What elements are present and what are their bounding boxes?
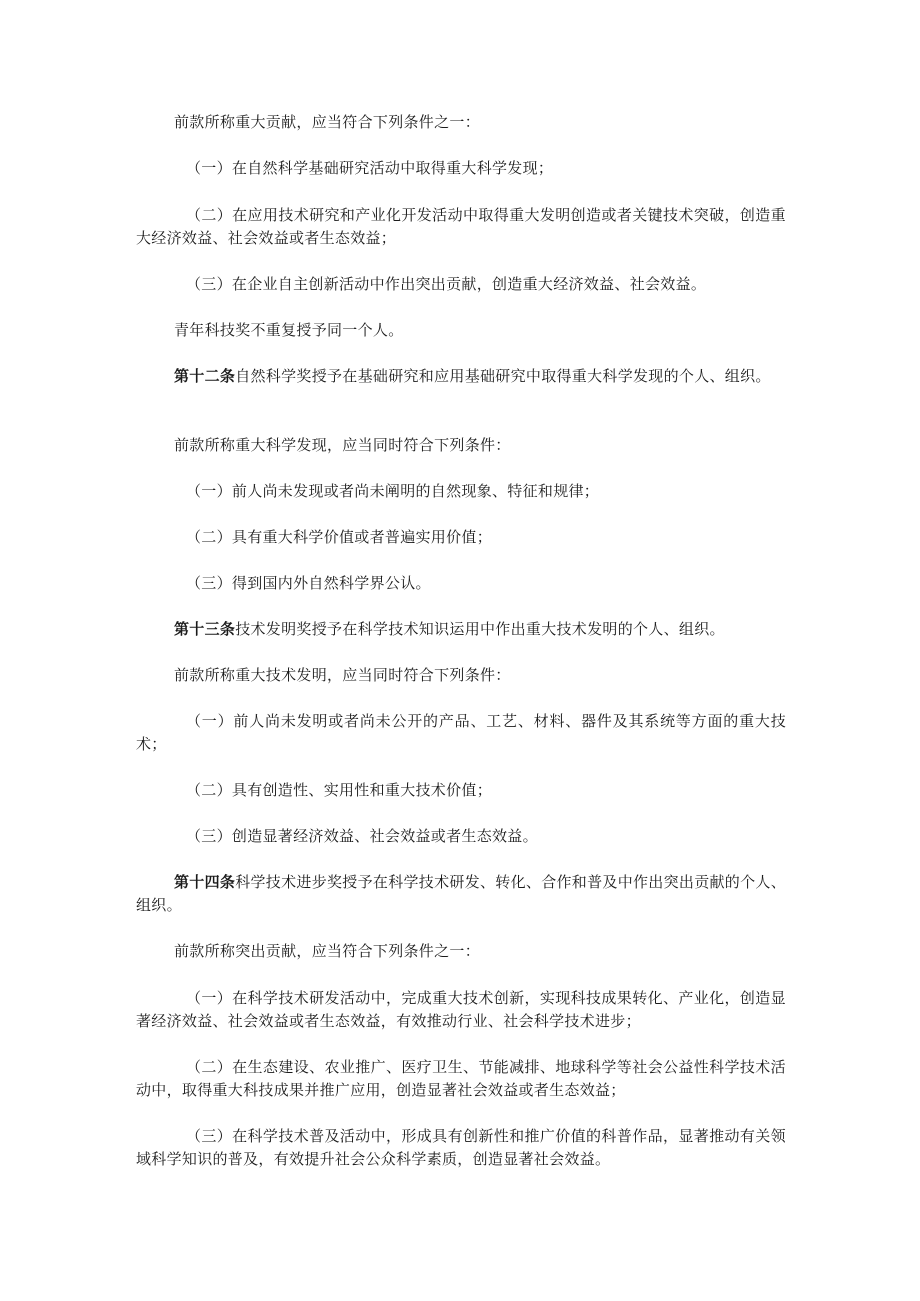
paragraph: 青年科技奖不重复授予同一个人。 — [174, 321, 404, 339]
paragraph: （三）在企业自主创新活动中作出突出贡献，创造重大经济效益、社会效益。 — [186, 275, 707, 293]
paragraph: （三）在科学技术普及活动中，形成具有创新性和推广价值的科普作品，显著推动有关领域科学知识的普及，有效提升社会公众科学素质，创造显著社会效益。 — [136, 1127, 786, 1168]
article-label: 第十四条 — [174, 873, 236, 891]
paragraph: 前款所称重大科学发现，应当同时符合下列条件： — [174, 436, 511, 454]
paragraph: （一）在自然科学基础研究活动中取得重大科学发现； — [186, 159, 554, 177]
paragraph: （二）在应用技术研究和产业化开发活动中取得重大发明创造或者关键技术突破，创造重大经济效益、社会效益或者生态效益； — [136, 206, 786, 247]
paragraph: （二）具有创造性、实用性和重大技术价值； — [186, 781, 493, 799]
paragraph: （一）在科学技术研发活动中，完成重大技术创新，实现科技成果转化、产业化，创造显著经济效益、社会效益或者生态效益，有效推动行业、社会科学技术进步； — [136, 989, 786, 1030]
paragraph: 前款所称重大贡献，应当符合下列条件之一： — [174, 113, 481, 131]
article-paragraph: 第十四条科学技术进步奖授予在科学技术研发、转化、合作和普及中作出突出贡献的个人、组织。 — [136, 873, 787, 914]
article-paragraph: 第十三条技术发明奖授予在科学技术知识运用中作出重大技术发明的个人、组织。 — [174, 620, 725, 638]
paragraph: （三）得到国内外自然科学界公认。 — [186, 574, 431, 592]
paragraph: （一）前人尚未发明或者尚未公开的产品、工艺、材料、器件及其系统等方面的重大技术； — [136, 712, 786, 753]
paragraph: 前款所称突出贡献，应当符合下列条件之一： — [174, 942, 481, 960]
paragraph: （二）在生态建设、农业推广、医疗卫生、节能减排、地球科学等社会公益性科学技术活动中，取得重大科技成果并推广应用，创造显著社会效益或者生态效益； — [136, 1058, 786, 1099]
paragraph: （一）前人尚未发现或者尚未阐明的自然现象、特征和规律； — [186, 482, 600, 500]
article-label: 第十三条 — [174, 620, 236, 638]
paragraph: （三）创造显著经济效益、社会效益或者生态效益。 — [186, 827, 538, 845]
article-label: 第十二条 — [174, 367, 236, 385]
paragraph: （二）具有重大科学价值或者普遍实用价值； — [186, 528, 493, 546]
article-paragraph: 第十二条自然科学奖授予在基础研究和应用基础研究中取得重大科学发现的个人、组织。 — [174, 367, 771, 385]
paragraph: 前款所称重大技术发明，应当同时符合下列条件： — [174, 666, 511, 684]
